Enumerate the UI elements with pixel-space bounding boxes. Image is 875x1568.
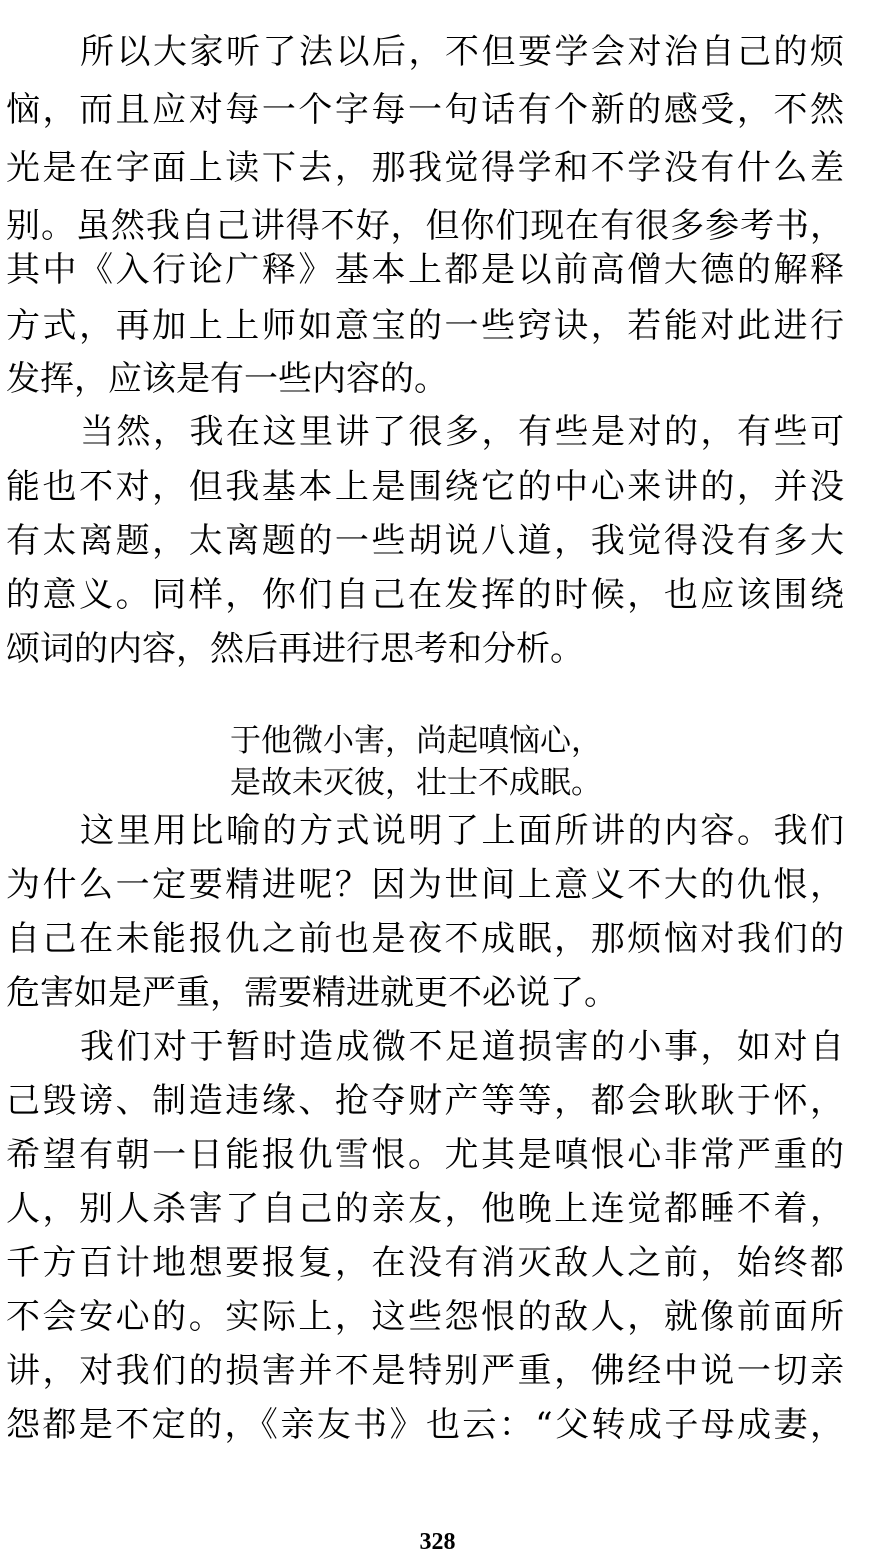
- paragraph-4-line-5: 千方百计地想要报复，在没有消灭敌人之前，始终都: [6, 1243, 844, 1283]
- paragraph-2-line-5: 颂词的内容，然后再进行思考和分析。: [6, 629, 584, 669]
- paragraph-3-line-2: 为什么一定要精进呢？因为世间上意义不大的仇恨，: [6, 865, 844, 905]
- paragraph-2-line-2: 能也不对，但我基本上是围绕它的中心来讲的，并没: [6, 467, 844, 507]
- paragraph-1-line-1: 所以大家听了法以后，不但要学会对治自己的烦: [80, 32, 844, 72]
- paragraph-3-line-1: 这里用比喻的方式说明了上面所讲的内容。我们: [80, 811, 844, 851]
- paragraph-4-line-7: 讲，对我们的损害并不是特别严重，佛经中说一切亲: [6, 1351, 844, 1391]
- paragraph-1-line-2: 恼，而且应对每一个字每一句话有个新的感受，不然: [6, 90, 844, 130]
- paragraph-2-line-1: 当然，我在这里讲了很多，有些是对的，有些可: [80, 412, 844, 452]
- verse-line-1: 于他微小害，尚起嗔恼心，: [230, 723, 602, 759]
- paragraph-1-line-6: 方式，再加上上师如意宝的一些窍诀，若能对此进行: [6, 306, 844, 346]
- paragraph-4-line-4: 人，别人杀害了自己的亲友，他晚上连觉都睡不着，: [6, 1189, 844, 1229]
- paragraph-4-line-2: 己毁谤、制造违缘、抢夺财产等等，都会耿耿于怀，: [6, 1081, 844, 1121]
- paragraph-1-line-5: 其中《入行论广释》基本上都是以前高僧大德的解释: [6, 250, 844, 290]
- paragraph-4-line-6: 不会安心的。实际上，这些怨恨的敌人，就像前面所: [6, 1297, 844, 1337]
- paragraph-4-line-3: 希望有朝一日能报仇雪恨。尤其是嗔恨心非常严重的: [6, 1135, 844, 1175]
- paragraph-3-line-4: 危害如是严重，需要精进就更不必说了。: [6, 973, 618, 1013]
- paragraph-3-line-3: 自己在未能报仇之前也是夜不成眠，那烦恼对我们的: [6, 919, 844, 959]
- paragraph-1-line-4: 别。虽然我自己讲得不好，但你们现在有很多参考书，: [6, 206, 844, 246]
- paragraph-4-line-8: 怨都是不定的，《亲友书》也云：“父转成子母成妻，: [6, 1405, 844, 1445]
- page-number: 328: [419, 1529, 456, 1555]
- paragraph-1-line-3: 光是在字面上读下去，那我觉得学和不学没有什么差: [6, 148, 844, 188]
- paragraph-2-line-4: 的意义。同样，你们自己在发挥的时候，也应该围绕: [6, 575, 844, 615]
- paragraph-4-line-1: 我们对于暂时造成微不足道损害的小事，如对自: [80, 1027, 844, 1067]
- paragraph-2-line-3: 有太离题，太离题的一些胡说八道，我觉得没有多大: [6, 521, 844, 561]
- paragraph-1-line-7: 发挥，应该是有一些内容的。: [6, 359, 448, 399]
- verse-line-2: 是故未灭彼，壮士不成眠。: [230, 765, 602, 801]
